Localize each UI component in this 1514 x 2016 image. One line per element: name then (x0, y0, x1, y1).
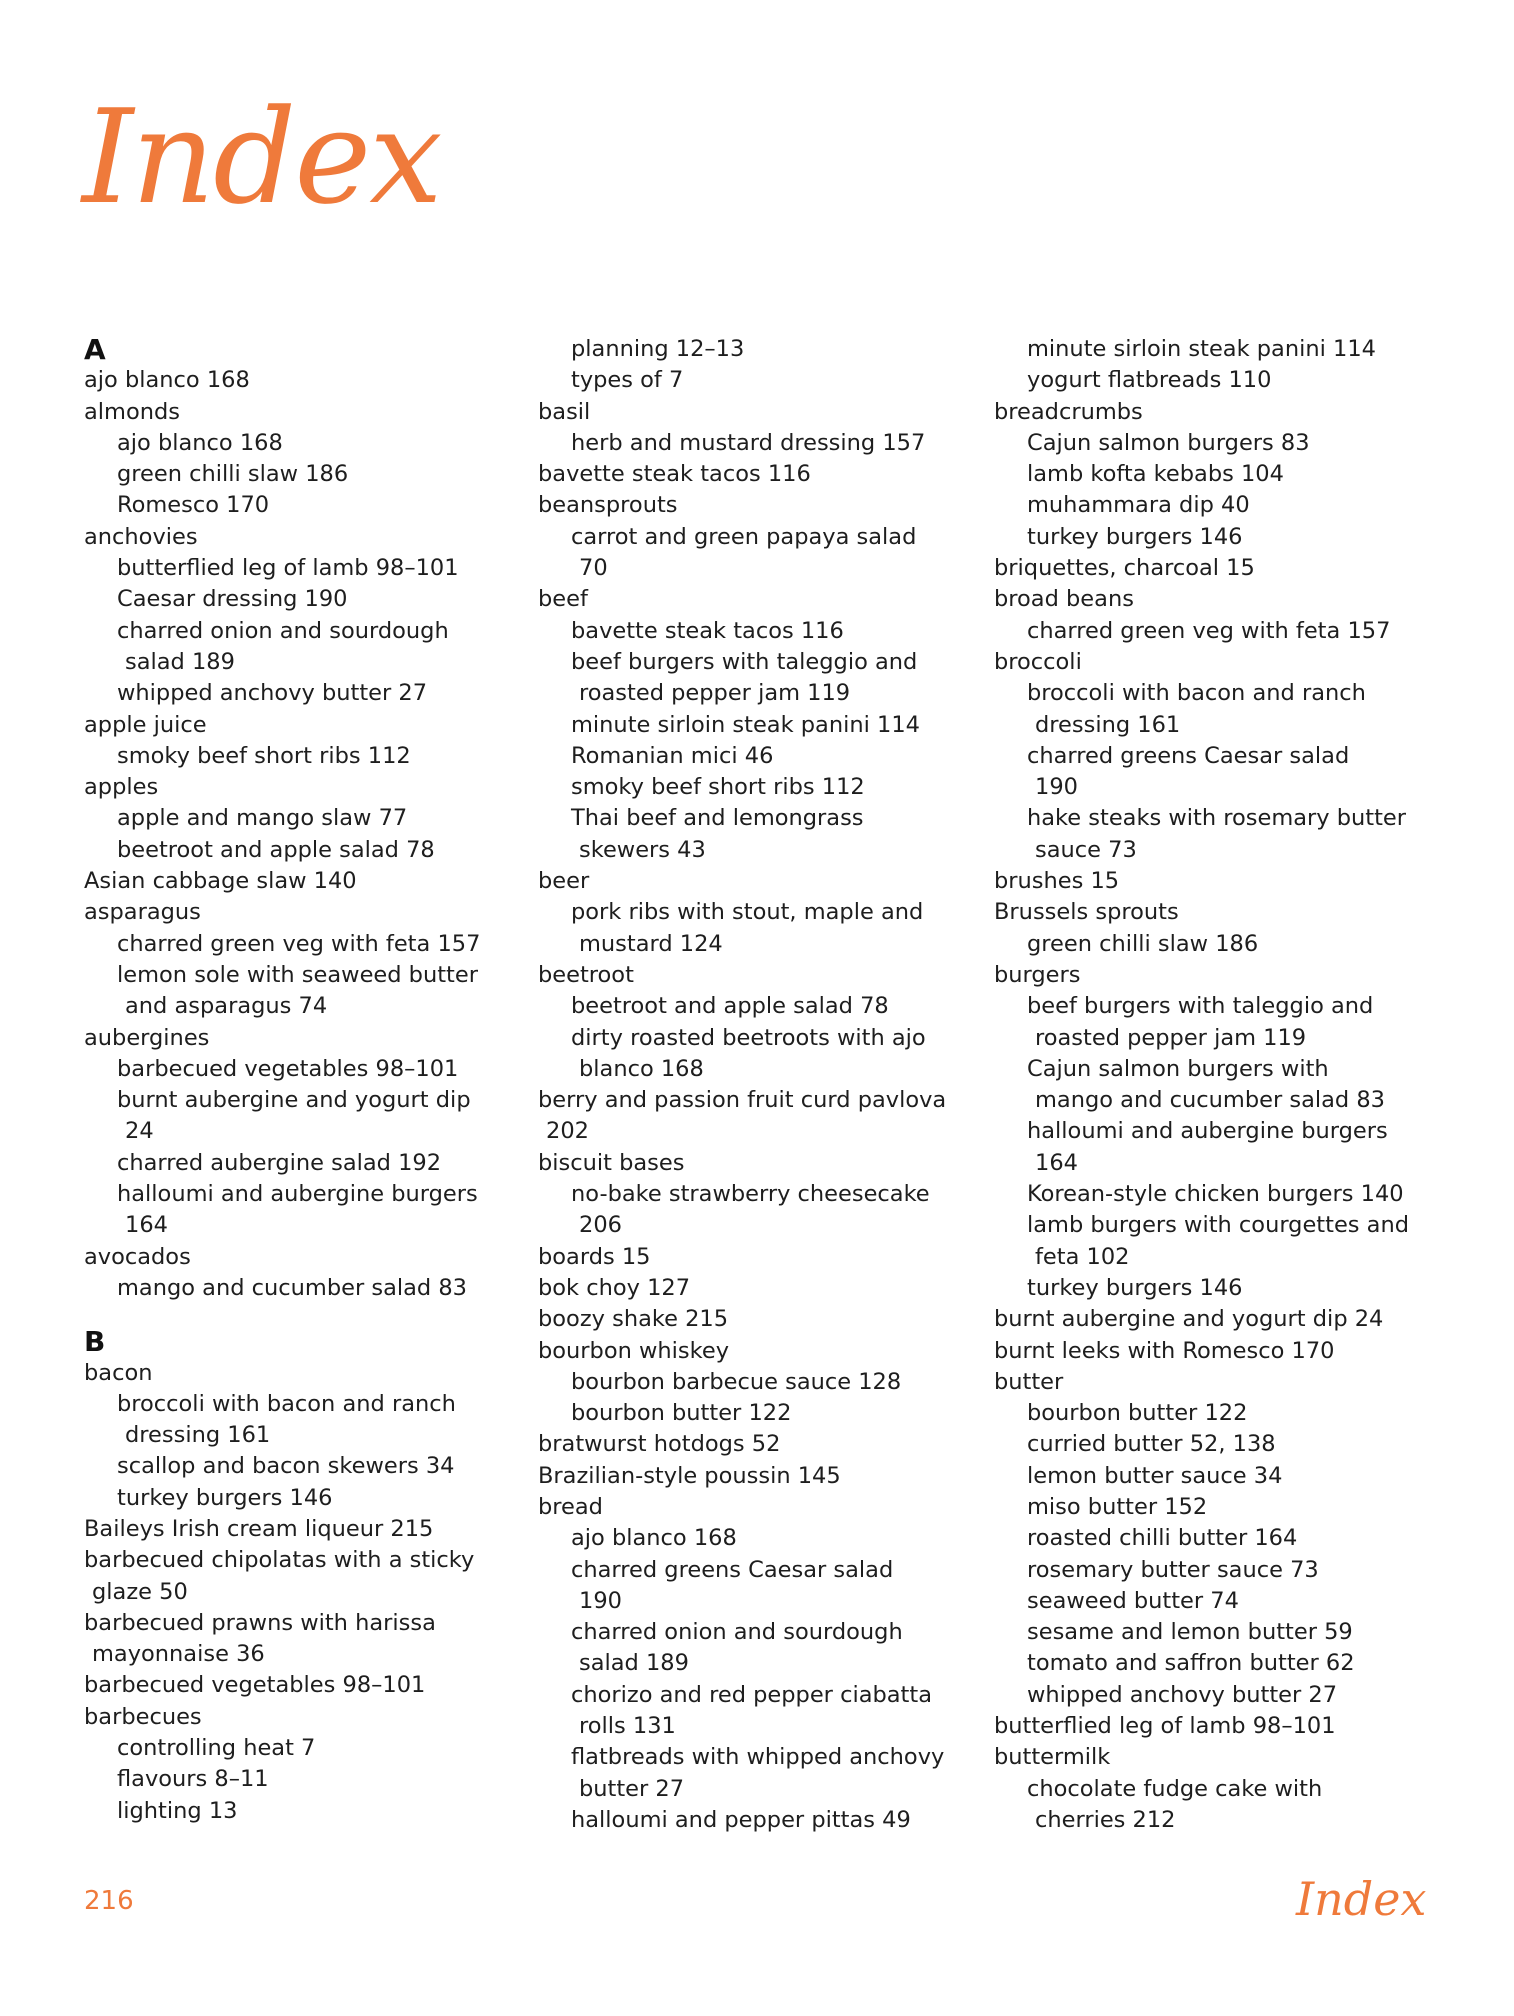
index-subentry: turkey burgers 146 (1027, 523, 1243, 550)
index-entry: anchovies (84, 523, 198, 550)
index-subentry: roasted pepper jam 119 (579, 680, 851, 707)
index-entry: ajo blanco 168 (84, 367, 250, 394)
index-subentry: 70 (579, 555, 608, 582)
index-subentry: feta 102 (1035, 1243, 1130, 1270)
index-entry: barbecued vegetables 98–101 (84, 1672, 426, 1699)
index-entry: burnt aubergine and yogurt dip 24 (994, 1306, 1384, 1333)
index-entry: bacon (84, 1359, 153, 1386)
index-subentry: cherries 212 (1035, 1806, 1176, 1833)
index-entry: bread (538, 1493, 603, 1520)
index-entry: broad beans (994, 586, 1134, 613)
index-subentry: rosemary butter sauce 73 (1027, 1556, 1319, 1583)
index-subentry: lamb kofta kebabs 104 (1027, 461, 1284, 488)
index-entry: apples (84, 774, 159, 801)
index-subentry: halloumi and pepper pittas 49 (571, 1806, 911, 1833)
index-column-2 (538, 334, 947, 1836)
index-subentry: Cajun salmon burgers 83 (1027, 429, 1310, 456)
index-subentry: blanco 168 (579, 1055, 704, 1082)
index-subentry: 206 (579, 1212, 622, 1239)
index-entry: brushes 15 (994, 868, 1120, 895)
index-subentry: mango and cucumber salad 83 (1035, 1087, 1385, 1114)
index-subentry: salad 189 (579, 1650, 689, 1677)
index-subentry: planning 12–13 (571, 336, 745, 362)
index-entry: aubergines (84, 1024, 210, 1051)
index-entry: Brussels sprouts (994, 899, 1179, 926)
index-subentry: sauce 73 (1035, 836, 1137, 863)
index-entry: boards 15 (538, 1243, 651, 1270)
index-subentry: charred onion and sourdough (117, 617, 449, 644)
index-subentry: lemon butter sauce 34 (1027, 1462, 1283, 1489)
index-subentry: salad 189 (125, 648, 235, 675)
index-subentry: 190 (579, 1587, 622, 1614)
index-subentry: and asparagus 74 (125, 993, 328, 1020)
index-subentry: whipped anchovy butter 27 (1027, 1681, 1338, 1708)
index-entry: beetroot (538, 961, 634, 988)
index-subentry: Caesar dressing 190 (117, 586, 348, 613)
index-subentry: halloumi and aubergine burgers (1027, 1118, 1388, 1145)
index-subentry: whipped anchovy butter 27 (117, 680, 428, 707)
index-subentry: green chilli slaw 186 (1027, 930, 1259, 957)
index-entry: broccoli (994, 648, 1082, 675)
index-entry: boozy shake 215 (538, 1306, 729, 1333)
index-subentry: curried butter 52, 138 (1027, 1431, 1276, 1458)
index-subentry: mustard 124 (579, 930, 723, 957)
index-subentry: carrot and green papaya salad (571, 523, 917, 550)
index-subentry: 164 (1035, 1149, 1078, 1176)
index-subentry: bourbon barbecue sauce 128 (571, 1368, 902, 1395)
index-subentry: burnt aubergine and yogurt dip (117, 1087, 471, 1114)
index-subentry: Romesco 170 (117, 492, 270, 519)
index-subentry: beetroot and apple salad 78 (117, 836, 435, 863)
index-subentry: seaweed butter 74 (1027, 1587, 1239, 1614)
index-entry: bratwurst hotdogs 52 (538, 1431, 781, 1458)
index-entry: buttermilk (994, 1744, 1111, 1771)
index-subentry: charred greens Caesar salad (571, 1556, 894, 1583)
index-subentry: green chilli slaw 186 (117, 461, 349, 488)
index-subentry: lemon sole with seaweed butter (117, 961, 478, 988)
index-entry: bourbon whiskey (538, 1337, 730, 1364)
index-entry: butterflied leg of lamb 98–101 (994, 1713, 1336, 1740)
index-subentry: roasted pepper jam 119 (1035, 1024, 1307, 1051)
index-subentry: ajo blanco 168 (117, 429, 283, 456)
index-entry: burgers (994, 961, 1081, 988)
index-entry: avocados (84, 1243, 191, 1270)
index-subentry: flatbreads with whipped anchovy (571, 1744, 945, 1771)
index-entry: Baileys Irish cream liqueur 215 (84, 1515, 434, 1542)
index-entry: basil (538, 398, 591, 425)
index-subentry: broccoli with bacon and ranch (117, 1390, 456, 1417)
index-entry: mayonnaise 36 (92, 1641, 265, 1668)
index-entry: barbecued prawns with harissa (84, 1609, 436, 1636)
section-gap (84, 1304, 484, 1326)
index-entry: beef (538, 586, 588, 613)
index-subentry: dirty roasted beetroots with ajo (571, 1024, 926, 1051)
index-subentry: 164 (125, 1212, 168, 1239)
index-subentry: types of 7 (571, 367, 684, 394)
index-subentry: smoky beef short ribs 112 (571, 774, 865, 801)
index-entry: butter (994, 1368, 1064, 1395)
index-subentry: beef burgers with taleggio and (571, 648, 918, 675)
section-letter: A (84, 333, 106, 366)
index-subentry: lamb burgers with courgettes and (1027, 1212, 1409, 1239)
index-subentry: flavours 8–11 (117, 1766, 269, 1793)
index-subentry: 190 (1035, 774, 1078, 801)
index-subentry: Thai beef and lemongrass (571, 805, 864, 832)
index-entry: biscuit bases (538, 1149, 685, 1176)
index-subentry: halloumi and aubergine burgers (117, 1181, 478, 1208)
index-entry: Brazilian-style poussin 145 (538, 1462, 841, 1489)
index-subentry: Korean-style chicken burgers 140 (1027, 1181, 1404, 1208)
index-subentry: ajo blanco 168 (571, 1525, 737, 1552)
index-subentry: minute sirloin steak panini 114 (571, 711, 920, 738)
index-subentry: bourbon butter 122 (571, 1400, 792, 1427)
index-subentry: smoky beef short ribs 112 (117, 742, 411, 769)
index-subentry: hake steaks with rosemary butter (1027, 805, 1407, 832)
index-entry: briquettes, charcoal 15 (994, 555, 1255, 582)
index-entry: barbecues (84, 1703, 202, 1730)
index-subentry: yogurt flatbreads 110 (1027, 367, 1272, 394)
index-subentry: beef burgers with taleggio and (1027, 993, 1374, 1020)
index-entry: bavette steak tacos 116 (538, 461, 811, 488)
index-subentry: mango and cucumber salad 83 (117, 1274, 467, 1301)
index-subentry: charred onion and sourdough (571, 1619, 903, 1646)
index-subentry: charred aubergine salad 192 (117, 1149, 442, 1176)
index-subentry: turkey burgers 146 (117, 1484, 333, 1511)
index-subentry: miso butter 152 (1027, 1493, 1208, 1520)
index-subentry: charred green veg with feta 157 (117, 930, 481, 957)
index-subentry: skewers 43 (579, 836, 706, 863)
index-entry: 202 (546, 1118, 589, 1145)
page-number: 216 (84, 1886, 134, 1916)
index-subentry: apple and mango slaw 77 (117, 805, 408, 832)
index-entry: barbecued chipolatas with a sticky (84, 1547, 475, 1574)
index-subentry: Romanian mici 46 (571, 742, 774, 769)
index-subentry: no-bake strawberry cheesecake (571, 1181, 930, 1208)
index-subentry: lighting 13 (117, 1797, 238, 1824)
index-subentry: beetroot and apple salad 78 (571, 993, 889, 1020)
index-subentry: charred greens Caesar salad (1027, 742, 1350, 769)
index-subentry: dressing 161 (1035, 711, 1181, 738)
index-column-1 (84, 334, 484, 1827)
index-entry: almonds (84, 398, 180, 425)
section-letter: B (84, 1325, 106, 1359)
index-subentry: chocolate fudge cake with (1027, 1775, 1323, 1802)
index-entry: apple juice (84, 711, 207, 738)
index-column-3 (994, 334, 1409, 1836)
index-subentry: chorizo and red pepper ciabatta (571, 1681, 932, 1708)
index-subentry: bavette steak tacos 116 (571, 617, 844, 644)
index-entry: berry and passion fruit curd pavlova (538, 1087, 947, 1114)
index-subentry: broccoli with bacon and ranch (1027, 680, 1366, 707)
index-subentry: tomato and saffron butter 62 (1027, 1650, 1355, 1677)
index-subentry: controlling heat 7 (117, 1735, 316, 1762)
index-subentry: dressing 161 (125, 1422, 271, 1449)
index-entry: beansprouts (538, 492, 678, 519)
index-subentry: roasted chilli butter 164 (1027, 1525, 1298, 1552)
page-title: Index (82, 81, 441, 233)
running-footer: Index (1296, 1872, 1427, 1926)
index-entry: bok choy 127 (538, 1274, 691, 1301)
index-subentry: Cajun salmon burgers with (1027, 1055, 1329, 1082)
index-subentry: scallop and bacon skewers 34 (117, 1453, 455, 1480)
index-entry: breadcrumbs (994, 398, 1143, 425)
index-subentry: pork ribs with stout, maple and (571, 899, 924, 926)
index-subentry: butter 27 (579, 1775, 685, 1802)
index-subentry: sesame and lemon butter 59 (1027, 1619, 1353, 1646)
index-entry: glaze 50 (92, 1578, 188, 1605)
index-entry: beer (538, 868, 590, 895)
index-subentry: herb and mustard dressing 157 (571, 429, 926, 456)
index-subentry: 24 (125, 1118, 154, 1145)
index-entry: asparagus (84, 899, 201, 926)
index-subentry: muhammara dip 40 (1027, 492, 1250, 519)
index-entry: burnt leeks with Romesco 170 (994, 1337, 1335, 1364)
index-subentry: rolls 131 (579, 1713, 676, 1740)
index-subentry: barbecued vegetables 98–101 (117, 1055, 459, 1082)
index-subentry: bourbon butter 122 (1027, 1400, 1248, 1427)
index-subentry: butterflied leg of lamb 98–101 (117, 555, 459, 582)
index-entry: Asian cabbage slaw 140 (84, 868, 357, 895)
index-subentry: charred green veg with feta 157 (1027, 617, 1391, 644)
index-subentry: turkey burgers 146 (1027, 1274, 1243, 1301)
index-subentry: minute sirloin steak panini 114 (1027, 336, 1376, 362)
